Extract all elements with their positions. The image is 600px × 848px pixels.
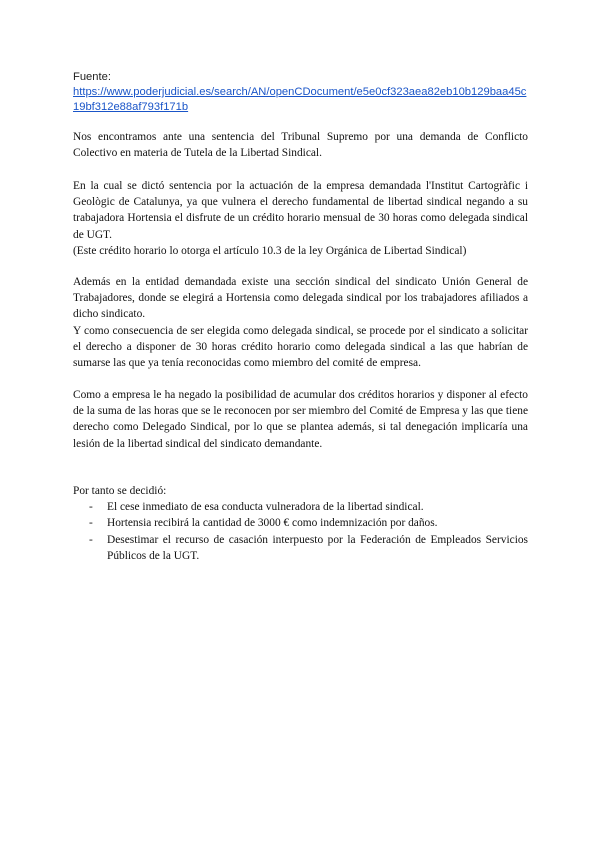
dash-bullet: - <box>89 517 93 530</box>
paragraph-intro: Nos encontramos ante una sentencia del Tribunal Supremo por una demanda de Conflicto Colectivo en materia de Tutela de la Libertad Sindical. <box>73 131 528 160</box>
paragraph-union-section: Además en la entidad demandada existe una sección sindical del sindicato Unión General de Trabajadores, donde se elegirá a Hortensia como delegada sindical por los trabajadores afiliados a dicho sindicato. <box>73 276 528 321</box>
list-item-text: Desestimar el recurso de casación interpuesto por la Federación de Empleados Servicios Públicos de la UGT. <box>107 533 528 562</box>
list-item-text: El cese inmediato de esa conducta vulneradora de la libertad sindical. <box>107 501 424 514</box>
source-label: Fuente: <box>73 71 111 83</box>
source-link-line-1: https://www.poderjudicial.es/search/AN/openCDocument/e5e0cf323aea82eb10b129baa45c <box>73 86 527 98</box>
dash-bullet: - <box>89 533 93 546</box>
union-paragraph-block <box>73 274 528 371</box>
source-link-line-2: 19bf312e88af793f171b <box>73 101 189 113</box>
source-block <box>73 70 533 115</box>
conclusion-list <box>73 499 528 564</box>
paragraph-ruling: En la cual se dictó sentencia por la actuación de la empresa demandada l'Institut Cartogràfic i Geològic de Catalunya, ya que vulnera el derecho fundamental de libertad sindical negando a su trabajadora Hortensia el disfrute de un crédito horario mensual de 30 horas como delegada sindical de UGT. <box>73 180 528 241</box>
list-item <box>73 515 528 531</box>
list-item <box>73 532 528 564</box>
ruling-paragraph-block <box>73 178 528 259</box>
list-item-text: Hortensia recibirá la cantidad de 3000 € como indemnización por daños. <box>107 517 438 530</box>
source-link[interactable] <box>73 85 533 115</box>
paragraph-request: Y como consecuencia de ser elegida como delegada sindical, se procede por el sindicato a solicitar el derecho a disponer de 30 horas crédito horario como delegada sindical a las que habrían de sumarse las que ya tenía reconocidas como miembro del comité de empresa. <box>73 324 528 370</box>
paragraph-denial: Como a empresa le ha negado la posibilidad de acumular dos créditos horarios y disponer al efecto de la suma de las horas que se le reconocen por ser miembro del Comité de Empresa y las que tiene derecho como Delegado Sindical, por lo que se plantea además, si tal denegación implicaría una lesión de la libertad sindical del sindicato demandante. <box>73 389 528 450</box>
denial-paragraph-block <box>73 387 528 452</box>
conclusion-intro: Por tanto se decidió: <box>73 485 167 497</box>
intro-paragraph-block <box>73 129 528 161</box>
list-item <box>73 499 528 515</box>
conclusion-block <box>73 483 528 564</box>
paragraph-note: (Este crédito horario lo otorga el artículo 10.3 de la ley Orgánica de Libertad Sindical) <box>73 244 467 257</box>
dash-bullet: - <box>89 501 93 514</box>
